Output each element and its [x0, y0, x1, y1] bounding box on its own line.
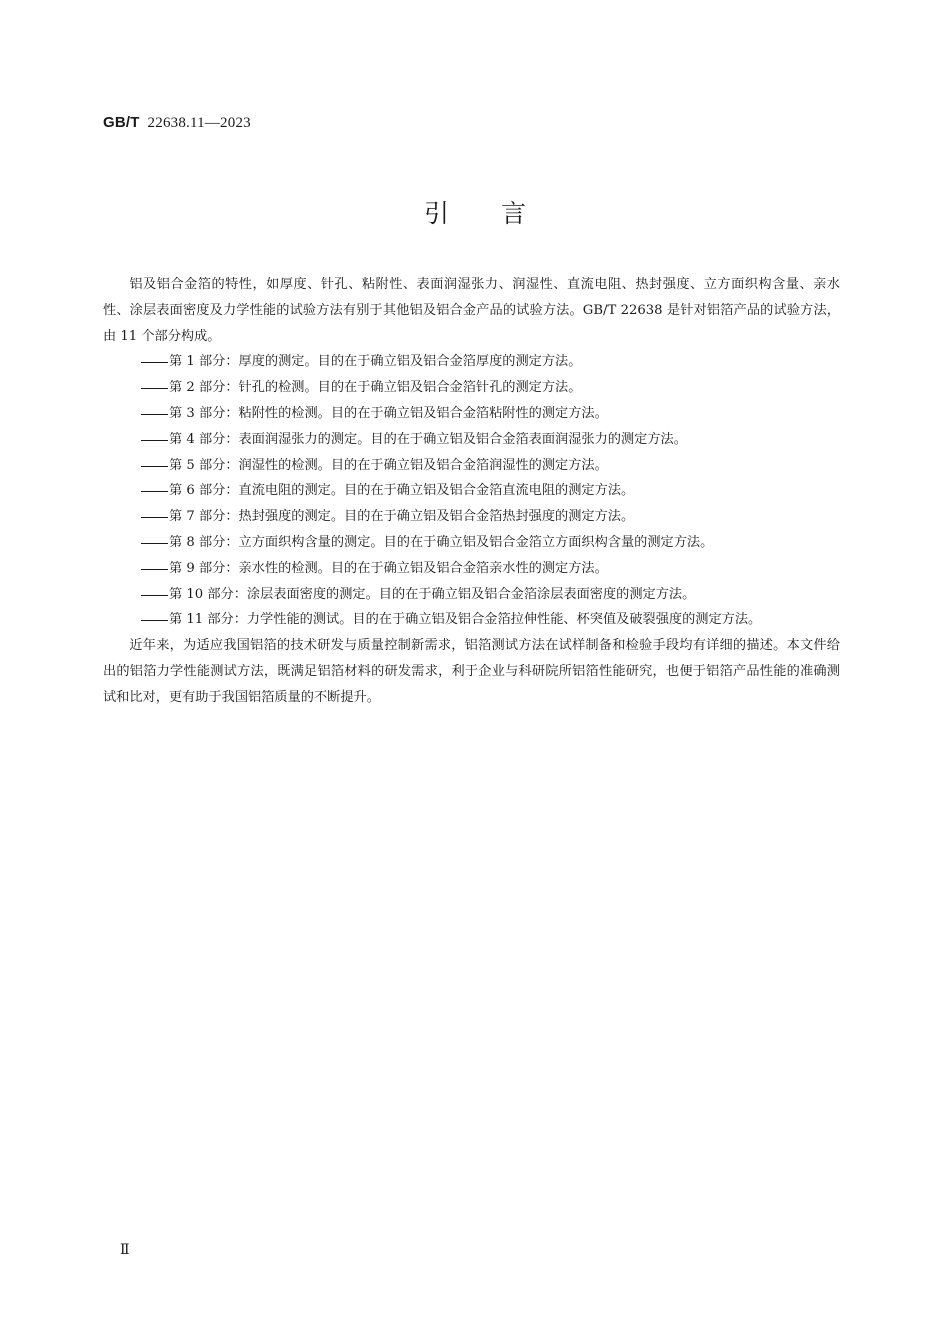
part-text: 第 10 部分：涂层表面密度的测定。目的在于确立铝及铝合金箔涂层表面密度的测定方法。	[169, 586, 696, 602]
part-item	[103, 607, 840, 633]
introduction-body	[103, 272, 840, 711]
part-text: 第 2 部分：针孔的检测。目的在于确立铝及铝合金箔针孔的测定方法。	[169, 380, 582, 396]
standard-code	[103, 114, 251, 132]
part-text: 第 7 部分：热封强度的测定。目的在于确立铝及铝合金箔热封强度的测定方法。	[169, 509, 635, 525]
intro-paragraph: 铝及铝合金箔的特性，如厚度、针孔、粘附性、表面润湿张力、润湿性、直流电阻、热封强度、立方面织构含量、亲水性、涂层表面密度及力学性能的试验方法有别于其他铝及铝合金产品的试验方法。GB/T 22638 是针对铝箔产品的试验方法，由 11 个部分构成。	[103, 277, 840, 344]
part-text: 第 1 部分：厚度的测定。目的在于确立铝及铝合金箔厚度的测定方法。	[169, 354, 582, 370]
part-text: 第 5 部分：润湿性的检测。目的在于确立铝及铝合金箔润湿性的测定方法。	[169, 457, 608, 473]
part-item	[103, 427, 840, 453]
part-text: 第 3 部分：粘附性的检测。目的在于确立铝及铝合金箔粘附性的测定方法。	[169, 405, 608, 421]
part-item	[103, 401, 840, 427]
section-title: 引言	[423, 199, 578, 228]
part-item	[103, 582, 840, 608]
closing-paragraph: 近年来，为适应我国铝箔的技术研发与质量控制新需求，铝箔测试方法在试样制备和检验手段均有详细的描述。本文件给出的铝箔力学性能测试方法，既满足铝箔材料的研发需求，利于企业与科研院所铝箔性能研究，也便于铝箔产品性能的准确测试和比对，更有助于我国铝箔质量的不断提升。	[103, 638, 840, 705]
standard-number: 22638.11—2023	[147, 115, 251, 131]
part-item	[103, 349, 840, 375]
page-number: Ⅱ	[120, 1243, 130, 1258]
part-item	[103, 530, 840, 556]
parts-list	[103, 349, 840, 633]
part-item	[103, 478, 840, 504]
part-text: 第 8 部分：立方面织构含量的测定。目的在于确立铝及铝合金箔立方面织构含量的测定方法。	[169, 534, 714, 550]
part-text: 第 4 部分：表面润湿张力的测定。目的在于确立铝及铝合金箔表面润湿张力的测定方法。	[169, 431, 687, 447]
part-item	[103, 453, 840, 479]
part-text: 第 11 部分：力学性能的测试。目的在于确立铝及铝合金箔拉伸性能、杯突值及破裂强度的测定方法。	[169, 612, 762, 628]
part-item	[103, 375, 840, 401]
part-text: 第 6 部分：直流电阻的测定。目的在于确立铝及铝合金箔直流电阻的测定方法。	[169, 483, 635, 499]
part-text: 第 9 部分：亲水性的检测。目的在于确立铝及铝合金箔亲水性的测定方法。	[169, 560, 608, 576]
standard-prefix: GB/T	[103, 114, 140, 131]
part-item	[103, 556, 840, 582]
part-item	[103, 504, 840, 530]
